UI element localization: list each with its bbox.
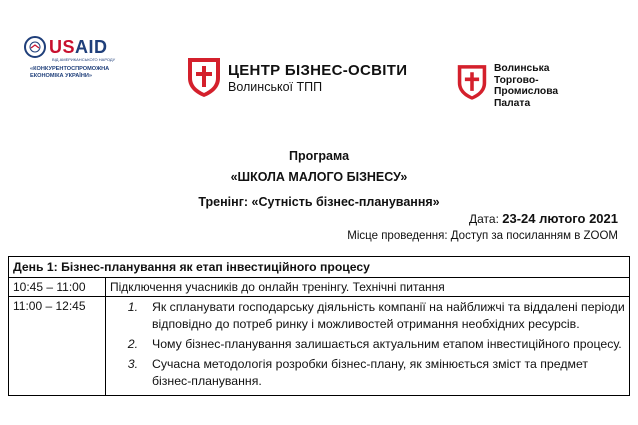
day-title: День 1: Бізнес-планування як етап інвестиційного процесу: [9, 257, 630, 278]
session-text: Підключення учасників до онлайн тренінгу. Технічні питання: [106, 278, 630, 297]
topics-list: [110, 299, 625, 390]
business-education-center-logo: [186, 56, 406, 106]
date-line: [469, 211, 618, 226]
session-topics: [106, 297, 630, 396]
chamber-line3: Промислова: [494, 86, 559, 97]
topic-text: Чому бізнес-планування залишається актуальним етапом інвестиційного процесу.: [152, 337, 622, 351]
usaid-program-line1: «КОНКУРЕНТОСПРОМОЖНА: [30, 66, 110, 72]
shield-icon: [456, 62, 488, 102]
school-heading: «ШКОЛА МАЛОГО БІЗНЕСУ»: [230, 170, 408, 184]
chamber-line1: Волинська: [494, 63, 550, 74]
venue-line: Місце проведення: Доступ за посиланням в ZOOM: [347, 230, 618, 242]
table-row: [9, 278, 630, 297]
usaid-wordmark: [49, 37, 108, 57]
usaid-seal-icon: [24, 36, 46, 58]
shield-icon: [186, 56, 222, 98]
list-item: [110, 336, 625, 353]
time-cell: 11:00 – 12:45: [9, 297, 106, 396]
date-value: 23-24 лютого 2021: [502, 211, 618, 226]
usaid-tagline: ВІД АМЕРИКАНСЬКОГО НАРОДУ: [52, 57, 116, 62]
usaid-logo: [24, 36, 134, 80]
table-row: [9, 297, 630, 396]
center-subtitle: Волинської ТПП: [228, 80, 323, 94]
topic-number: 3.: [127, 357, 138, 371]
chamber-line4: Палата: [494, 97, 531, 109]
center-title: ЦЕНТР БІЗНЕС-ОСВІТИ: [228, 62, 408, 79]
usaid-program-name: [30, 66, 134, 80]
usaid-word-us: US: [49, 37, 76, 57]
time-cell: 10:45 – 11:00: [9, 278, 106, 297]
schedule-table: [8, 256, 630, 396]
chamber-of-commerce-logo: [456, 62, 596, 112]
topic-text: Сучасна методологія розробки бізнес-плану, як змінюється зміст та предмет бізнес-планування.: [152, 357, 589, 388]
chamber-name: [494, 63, 558, 109]
day-header-row: [9, 257, 630, 278]
program-heading: Програма: [288, 149, 350, 163]
list-item: [110, 356, 625, 390]
topic-number: 2.: [127, 337, 138, 351]
chamber-line2: Торгово-: [494, 74, 539, 86]
usaid-word-aid: AID: [75, 37, 108, 57]
usaid-program-line2: ЕКОНОМІКА УКРАЇНИ»: [30, 73, 92, 79]
date-label: Дата:: [469, 212, 503, 226]
topic-text: Як спланувати господарську діяльність компанії на найближчі та віддалені періоди відповідно до потреб ринку і можливостей отримання необхідних ресурсів.: [152, 300, 625, 331]
training-heading: Тренінг: «Сутність бізнес-планування»: [198, 195, 440, 209]
list-item: [110, 299, 625, 333]
logos-header: [0, 0, 638, 120]
topic-number: 1.: [127, 300, 138, 314]
